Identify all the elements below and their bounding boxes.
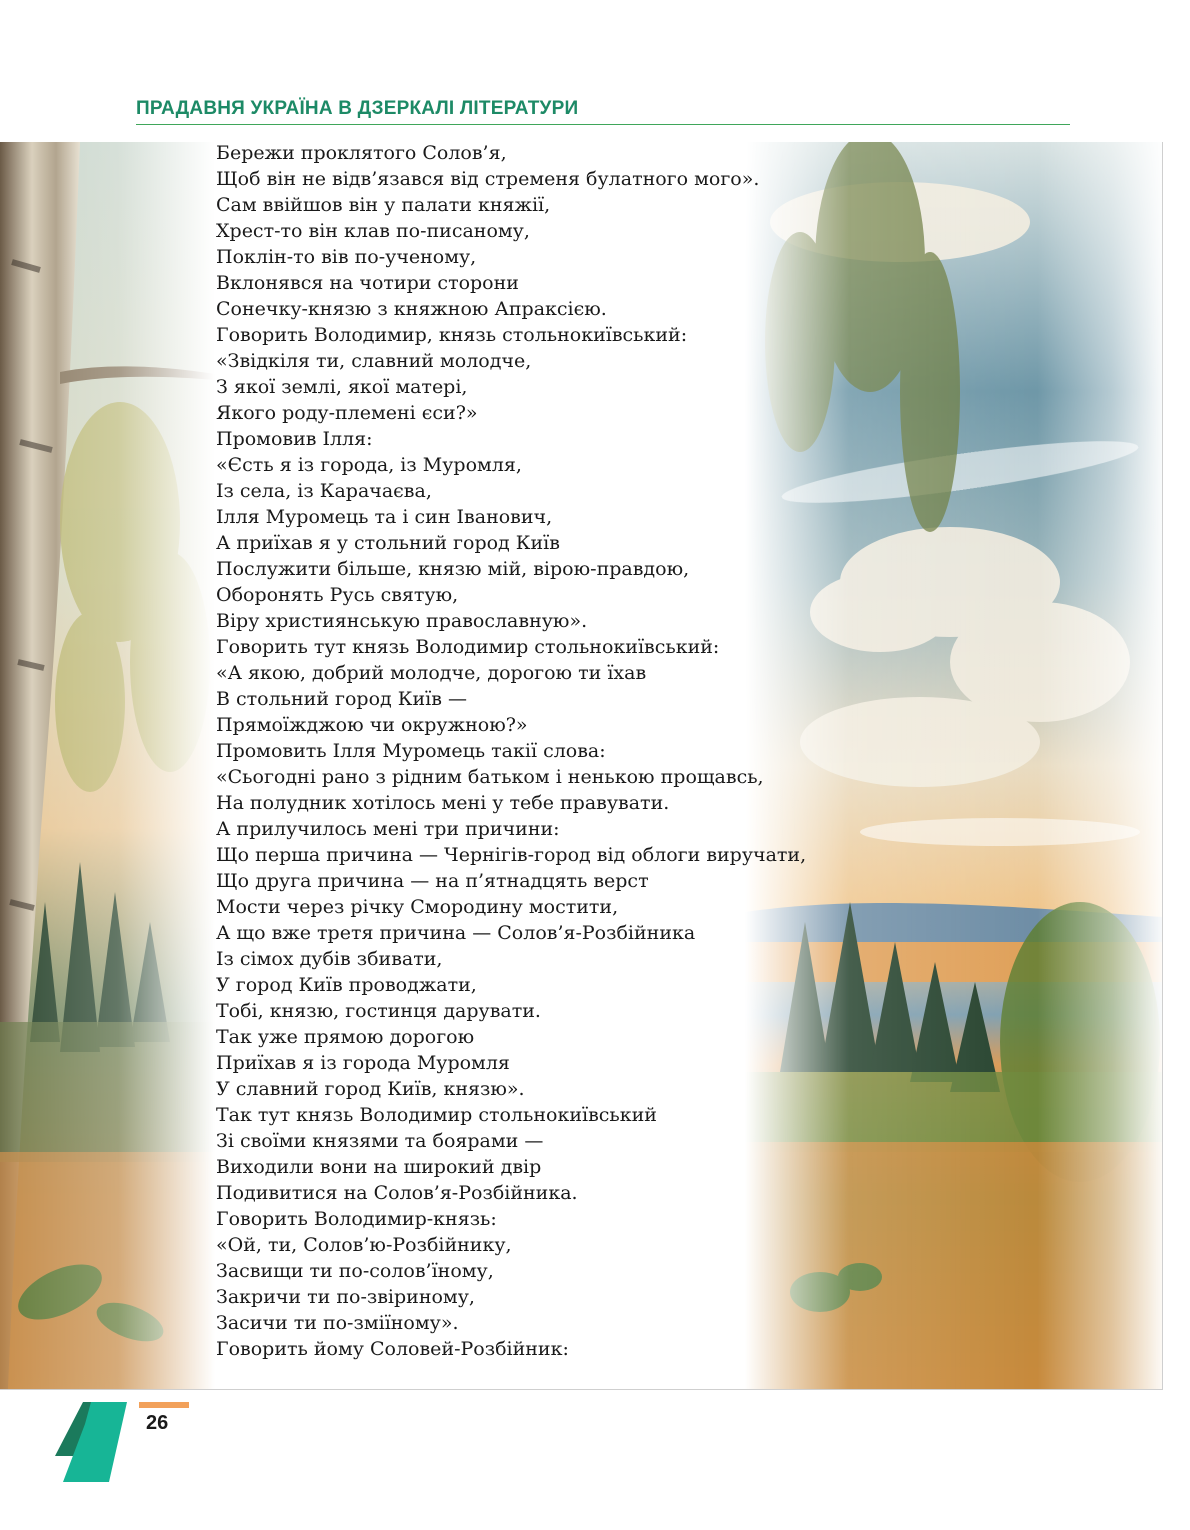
poem-line: «Сьогодні рано з рідним батьком і ненькою прощавсь, bbox=[216, 766, 764, 788]
poem-line: Подивитися на Солов’я-Розбійника. bbox=[216, 1182, 578, 1204]
poem-line: Що друга причина — на п’ятнадцять верст bbox=[216, 870, 649, 892]
poem-line: Мости через річку Смородину мостити, bbox=[216, 896, 619, 918]
poem-line: В стольний город Київ — bbox=[216, 688, 467, 710]
poem-line: Зі своїми князями та боярами — bbox=[216, 1130, 544, 1152]
poem-line: Якого роду-племені єси?» bbox=[216, 402, 478, 424]
poem-line: Ілля Муромець та і син Іванович, bbox=[216, 506, 553, 528]
poem-line: «Ой, ти, Солов’ю-Розбійнику, bbox=[216, 1234, 512, 1256]
poem-line: Виходили вони на широкий двір bbox=[216, 1156, 542, 1178]
poem-line: Промовив Ілля: bbox=[216, 428, 373, 450]
poem-line: На полудник хотілось мені у тебе правувати. bbox=[216, 792, 670, 814]
poem-line: Засичи ти по-зміїному». bbox=[216, 1312, 459, 1334]
page-header bbox=[136, 94, 1070, 125]
poem-line: Із сімох дубів збивати, bbox=[216, 948, 443, 970]
poem-line: Поклін-то вів по-ученому, bbox=[216, 246, 477, 268]
poem-line: Вклонявся на чотири сторони bbox=[216, 272, 519, 294]
poem-line: «Звідкіля ти, славний молодче, bbox=[216, 350, 532, 372]
poem-line: Сам ввійшов він у палати княжії, bbox=[216, 194, 551, 216]
poem-line: Що перша причина — Чернігів-город від облоги виручати, bbox=[216, 844, 807, 866]
poem-text bbox=[216, 140, 936, 1362]
poem-line: Так тут князь Володимир стольнокиївський bbox=[216, 1104, 657, 1126]
poem-line: Закричи ти по-звіриному, bbox=[216, 1286, 475, 1308]
poem-line: Промовить Ілля Муромець такії слова: bbox=[216, 740, 606, 762]
poem-line: «А якою, добрий молодче, дорогою ти їхав bbox=[216, 662, 647, 684]
poem-line: У город Київ проводжати, bbox=[216, 974, 477, 996]
poem-line: З якої землі, якої матері, bbox=[216, 376, 468, 398]
poem-line: Послужити більше, князю мій, вірою-правдою, bbox=[216, 558, 690, 580]
poem-line: А що вже третя причина — Солов’я-Розбійника bbox=[216, 922, 696, 944]
poem-line: Говорить йому Соловей-Розбійник: bbox=[216, 1338, 569, 1360]
poem-line: Так уже прямою дорогою bbox=[216, 1026, 475, 1048]
poem-line: Говорить тут князь Володимир стольнокиївський: bbox=[216, 636, 720, 658]
section-title: ПРАДАВНЯ УКРАЇНА В ДЗЕРКАЛІ ЛІТЕРАТУРИ bbox=[136, 98, 579, 119]
poem-line: Говорить Володимир-князь: bbox=[216, 1208, 497, 1230]
page-number: 26 bbox=[146, 1412, 169, 1434]
poem-line: Говорить Володимир, князь стольнокиївський: bbox=[216, 324, 688, 346]
poem-line: Засвищи ти по-солов’їному, bbox=[216, 1260, 494, 1282]
poem-line: Хрест-то він клав по-писаному, bbox=[216, 220, 530, 242]
poem-line: У славний город Київ, князю». bbox=[216, 1078, 525, 1100]
poem-line: Оборонять Русь святую, bbox=[216, 584, 459, 606]
poem-line: Віру християнськую православную». bbox=[216, 610, 588, 632]
poem-line: Приїхав я із города Муромля bbox=[216, 1052, 510, 1074]
poem-line: Із села, із Карачаєва, bbox=[216, 480, 432, 502]
poem-line: А приїхав я у стольний город Київ bbox=[216, 532, 560, 554]
poem-line: Бережи проклятого Солов’я, bbox=[216, 142, 507, 164]
page-number-badge bbox=[55, 1402, 195, 1482]
poem-line: Прямоїжджою чи окружною?» bbox=[216, 714, 528, 736]
poem-line: А прилучилось мені три причини: bbox=[216, 818, 560, 840]
poem-line: Сонечку-князю з княжною Апраксією. bbox=[216, 298, 607, 320]
poem-line: Щоб він не відв’язався від стременя булатного мого». bbox=[216, 168, 760, 190]
poem-line: Тобі, князю, гостинця дарувати. bbox=[216, 1000, 541, 1022]
poem-line: «Єсть я із города, із Муромля, bbox=[216, 454, 522, 476]
